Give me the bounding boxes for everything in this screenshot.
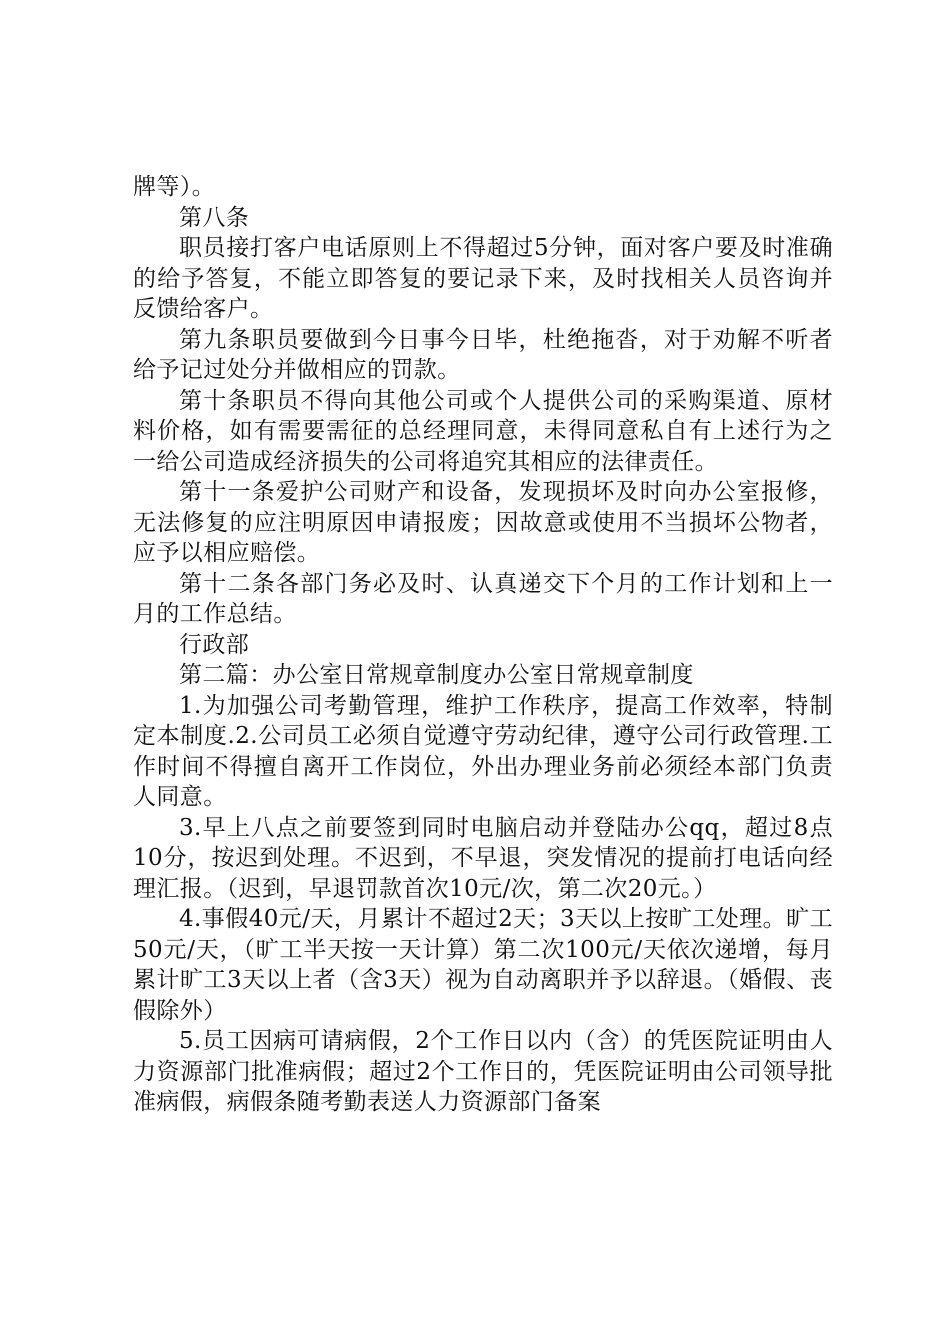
article-8-heading: 第八条 <box>179 204 250 231</box>
rule-3-text: 3.早上八点之前要签到同时电脑启动并登陆办公qq，超过8点10分，按迟到处理。不迟到，不早退，突发情况的提前打电话向经理汇报。（迟到，早退罚款首次10元/次，第二次20元。） <box>133 814 833 902</box>
article-8-text: 职员接打客户电话原则上不得超过5分钟，面对客户要及时准确的给予答复，不能立即答复的要记录下来，及时找相关人员咨询并反馈给客户。 <box>133 235 833 322</box>
department-signature: 行政部 <box>179 631 250 658</box>
rule-1-2-text: 1.为加强公司考勤管理，维护工作秩序，提高工作效率，特制定本制度.2.公司员工必须自觉遵守劳动纪律，遵守公司行政管理.工作时间不得擅自离开工作岗位，外出办理业务前必须经本部门负责人同意。 <box>133 692 833 810</box>
document-body <box>133 172 833 1118</box>
section-2-title: 第二篇：办公室日常规章制度办公室日常规章制度 <box>179 662 694 688</box>
rule-4-text: 4.事假40元/天，月累计不超过2天；3天以上按旷工处理。旷工50元/天，（旷工半天按一天计算）第二次100元/天依次递增，每月累计旷工3天以上者（含3天）视为自动离职并予以辞退。（婚假、丧假除外） <box>133 906 833 1024</box>
paragraph-continuation: 牌等）。 <box>133 174 216 200</box>
article-11-text: 第十一条爱护公司财产和设备，发现损坏及时向办公室报修，无法修复的应注明原因申请报废；因故意或使用不当损坏公物者，应予以相应赔偿。 <box>133 479 833 566</box>
article-12-text: 第十二条各部门务必及时、认真递交下个月的工作计划和上一月的工作总结。 <box>133 570 833 627</box>
article-10-text: 第十条职员不得向其他公司或个人提供公司的采购渠道、原材料价格，如有需要需征的总经理同意，未得同意私自有上述行为之一给公司造成经济损失的公司将追究其相应的法律责任。 <box>133 387 833 475</box>
rule-5-text: 5.员工因病可请病假，2个工作日以内（含）的凭医院证明由人力资源部门批准病假；超过2个工作日的，凭医院证明由公司领导批准病假，病假条随考勤表送人力资源部门备案 <box>133 1028 833 1115</box>
article-9-text: 第九条职员要做到今日事今日毕，杜绝拖沓，对于劝解不听者给予记过处分并做相应的罚款。 <box>133 326 833 383</box>
